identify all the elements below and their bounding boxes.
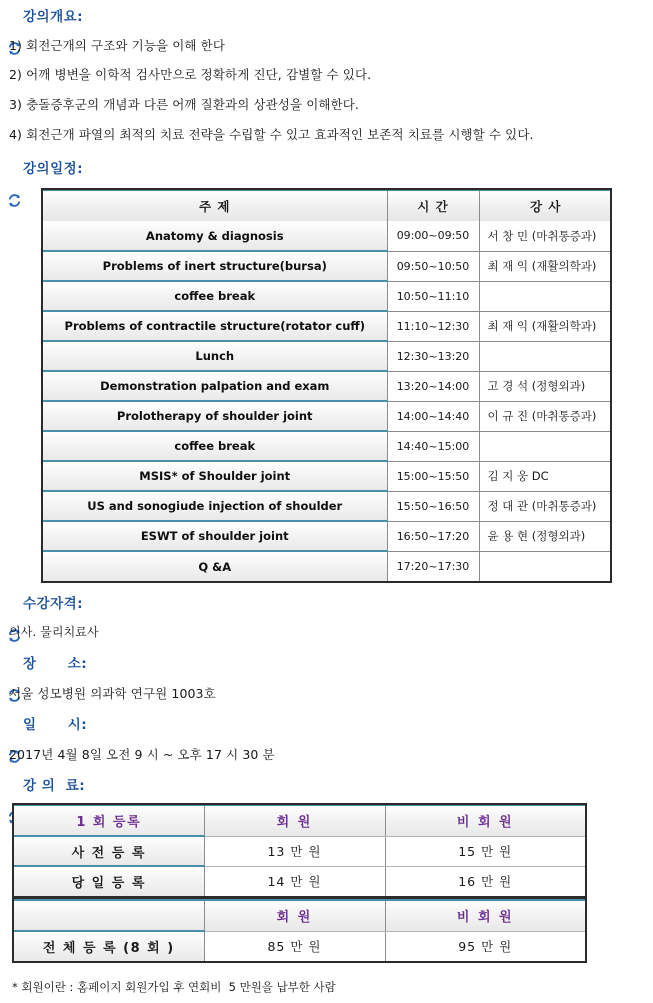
schedule-time: 11:10~12:30 (387, 311, 479, 341)
table-row (14, 931, 585, 961)
schedule-time: 09:00~09:50 (387, 221, 479, 251)
schedule-subject: ESWT of shoulder joint (43, 521, 387, 551)
schedule-col-header-time: 시 간 (387, 191, 479, 221)
table-row (43, 281, 610, 311)
schedule-lecturer: 윤 용 현 (정형외과) (479, 521, 610, 551)
section-heading-datetime (7, 713, 87, 733)
table-row (43, 521, 610, 551)
schedule-subject: Lunch (43, 341, 387, 371)
section-heading-fee (7, 774, 85, 794)
schedule-subject: coffee break (43, 281, 387, 311)
schedule-time: 15:00~15:50 (387, 461, 479, 491)
fee-header-row (14, 806, 585, 836)
refresh-arrows-icon (7, 596, 22, 611)
schedule-col-header-lecturer: 강 사 (479, 191, 610, 221)
table-row (43, 371, 610, 401)
schedule-time: 17:20~17:30 (387, 551, 479, 581)
schedule-time: 14:00~14:40 (387, 401, 479, 431)
schedule-subject: coffee break (43, 431, 387, 461)
fee-row-nonmember: 95 만 원 (385, 931, 585, 961)
fee-header-member: 회 원 (204, 901, 385, 931)
table-row (43, 341, 610, 371)
schedule-time: 09:50~10:50 (387, 251, 479, 281)
table-row (43, 491, 610, 521)
section-heading-overview-label: 강의개요: (23, 9, 84, 25)
fee-row-member: 85 만 원 (204, 931, 385, 961)
fee-row-label: 당 일 등 록 (14, 866, 204, 896)
fee-header-nonmember: 비 회 원 (385, 806, 585, 836)
schedule-subject: Demonstration palpation and exam (43, 371, 387, 401)
section-heading-eligibility (7, 592, 83, 612)
schedule-header-row (43, 191, 610, 221)
section-heading-venue-label: 장 소: (23, 656, 88, 672)
section-heading-eligibility-label: 수강자격: (23, 596, 84, 612)
fee-table-container (12, 803, 587, 963)
refresh-arrows-icon (7, 161, 22, 176)
schedule-lecturer: 이 규 진 (마취통증과) (479, 401, 610, 431)
refresh-arrows-icon (7, 778, 22, 793)
schedule-time: 13:20~14:00 (387, 371, 479, 401)
schedule-table (43, 191, 610, 581)
refresh-arrows-icon (7, 9, 22, 24)
schedule-subject: US and sonogiude injection of shoulder (43, 491, 387, 521)
schedule-lecturer: 최 재 익 (재활의학과) (479, 311, 610, 341)
eligibility-body: 의사. 물리치료사 (9, 625, 99, 639)
schedule-table-body (43, 221, 610, 581)
datetime-body: 2017년 4월 8일 오전 9 시 ~ 오후 17 시 30 분 (9, 747, 275, 762)
overview-item-1: 1) 회전근개의 구조와 기능을 이해 한다 (9, 38, 226, 53)
schedule-lecturer (479, 341, 610, 371)
fee-footnote: * 회원이란 : 홈페이지 회원가입 후 연회비 5 만원을 납부한 사람 (12, 980, 336, 994)
schedule-subject: Q &A (43, 551, 387, 581)
schedule-subject: MSIS* of Shoulder joint (43, 461, 387, 491)
schedule-table-container (41, 188, 612, 583)
fee-header-member: 회 원 (204, 806, 385, 836)
section-heading-fee-label: 강 의 료: (23, 778, 86, 794)
table-row (43, 431, 610, 461)
fee-row-label: 사 전 등 록 (14, 836, 204, 866)
table-row (14, 836, 585, 866)
fee-header-label-empty (14, 901, 204, 931)
schedule-subject: Prolotherapy of shoulder joint (43, 401, 387, 431)
fee-header-label: 1 회 등록 (14, 806, 204, 836)
section-heading-overview (7, 5, 83, 25)
table-row (43, 221, 610, 251)
section-heading-venue (7, 652, 87, 672)
table-row (14, 866, 585, 896)
table-row (43, 551, 610, 581)
schedule-lecturer: 정 대 관 (마취통증과) (479, 491, 610, 521)
schedule-subject: Anatomy & diagnosis (43, 221, 387, 251)
schedule-lecturer (479, 551, 610, 581)
overview-item-4: 4) 회전근개 파열의 최적의 치료 전략을 수립할 수 있고 효과적인 보존적 치료를 시행할 수 있다. (9, 127, 534, 142)
schedule-lecturer: 김 지 웅 DC (479, 461, 610, 491)
fee-row-member: 14 만 원 (204, 866, 385, 896)
schedule-subject: Problems of inert structure(bursa) (43, 251, 387, 281)
schedule-time: 14:40~15:00 (387, 431, 479, 461)
schedule-lecturer (479, 281, 610, 311)
refresh-arrows-icon (7, 656, 22, 671)
section-heading-datetime-label: 일 시: (23, 717, 88, 733)
refresh-arrows-icon (7, 717, 22, 732)
schedule-subject: Problems of contractile structure(rotator cuff) (43, 311, 387, 341)
fee-row-member: 13 만 원 (204, 836, 385, 866)
fee-header-nonmember: 비 회 원 (385, 901, 585, 931)
overview-item-2: 2) 어깨 병변을 이학적 검사만으로 정확하게 진단, 감별할 수 있다. (9, 67, 372, 82)
schedule-time: 12:30~13:20 (387, 341, 479, 371)
schedule-lecturer: 서 창 민 (마취통증과) (479, 221, 610, 251)
schedule-lecturer: 고 경 석 (정형외과) (479, 371, 610, 401)
table-row (43, 311, 610, 341)
schedule-lecturer: 최 재 익 (재활의학과) (479, 251, 610, 281)
schedule-time: 16:50~17:20 (387, 521, 479, 551)
fee-row-nonmember: 15 만 원 (385, 836, 585, 866)
schedule-col-header-subject: 주 제 (43, 191, 387, 221)
venue-body: 서울 성모병원 의과학 연구원 1003호 (9, 686, 216, 701)
table-row (43, 461, 610, 491)
overview-item-3: 3) 충돌증후군의 개념과 다른 어깨 질환과의 상관성을 이해한다. (9, 97, 359, 112)
schedule-time: 15:50~16:50 (387, 491, 479, 521)
table-row (43, 401, 610, 431)
table-row (43, 251, 610, 281)
fee-header-row (14, 901, 585, 931)
section-heading-schedule (7, 157, 83, 177)
fee-row-label: 전 체 등 록 (8 회 ) (14, 931, 204, 961)
schedule-time: 10:50~11:10 (387, 281, 479, 311)
schedule-lecturer (479, 431, 610, 461)
section-heading-schedule-label: 강의일정: (23, 161, 84, 177)
fee-row-nonmember: 16 만 원 (385, 866, 585, 896)
fee-table-block-1 (14, 806, 585, 896)
fee-table-block-2 (14, 901, 585, 961)
